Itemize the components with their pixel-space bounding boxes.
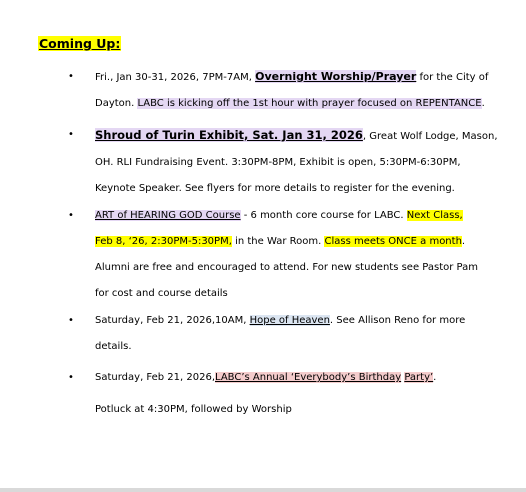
item-line bbox=[95, 122, 500, 150]
item-line bbox=[95, 308, 500, 334]
list-item-hearing-god-course bbox=[68, 203, 500, 307]
event-text: Alumni are free and encouraged to attend. For new students see Pastor Pam bbox=[95, 262, 478, 273]
event-text: , Great Wolf Lodge, Mason, bbox=[362, 131, 498, 142]
event-text: Potluck at 4:30PM, followed by Worship bbox=[95, 404, 292, 415]
event-text: - 6 month core course for LABC. bbox=[240, 210, 407, 221]
bullet-icon: • bbox=[68, 315, 74, 326]
highlighted-note: Class meets ONCE a month bbox=[324, 236, 462, 247]
section-heading: Coming Up: bbox=[39, 36, 121, 51]
list-item-hope-of-heaven bbox=[68, 308, 500, 360]
event-title: Hope of Heaven bbox=[249, 315, 330, 326]
event-text: . See Allison Reno for more bbox=[329, 315, 466, 326]
list-item-birthday-party bbox=[68, 365, 500, 423]
event-title: Party’ bbox=[404, 372, 434, 383]
event-date-text: Saturday, Feb 21, 2026, bbox=[95, 372, 216, 383]
event-text: for cost and course details bbox=[95, 288, 228, 299]
event-text: OH. RLI Fundraising Event. 3:30PM-8PM, Exhibit is open, 5:30PM-6:30PM, bbox=[95, 157, 461, 168]
item-line bbox=[95, 229, 500, 255]
item-line bbox=[95, 150, 500, 176]
item-line bbox=[95, 64, 500, 91]
bullet-icon: • bbox=[68, 210, 74, 221]
event-text: for the City of bbox=[416, 72, 489, 83]
event-text: Dayton. bbox=[95, 98, 138, 109]
highlighted-note: Feb 8, ‘26, 2:30PM-5:30PM, bbox=[95, 236, 232, 247]
event-title: Overnight Worship/Prayer bbox=[255, 70, 417, 83]
event-date-text: Saturday, Feb 21, 2026,10AM, bbox=[95, 315, 250, 326]
event-text: Keynote Speaker. See flyers for more details to register for the evening. bbox=[95, 183, 455, 194]
event-text: details. bbox=[95, 341, 132, 352]
item-line bbox=[95, 365, 500, 391]
event-text: . bbox=[461, 236, 466, 247]
list-item-shroud-exhibit bbox=[68, 122, 500, 202]
highlighted-note: LABC is kicking off the 1st hour with prayer focused on REPENTANCE bbox=[137, 98, 482, 109]
item-line bbox=[95, 203, 500, 229]
item-line bbox=[95, 281, 500, 307]
highlighted-note: Next Class, bbox=[406, 210, 463, 221]
event-title: LABC’s Annual ‘Everybody’s Birthday bbox=[215, 372, 402, 383]
list-item-overnight-worship bbox=[68, 64, 500, 117]
event-date-text: Fri., Jan 30-31, 2026, 7PM-7AM, bbox=[95, 72, 256, 83]
bullet-icon: • bbox=[68, 71, 74, 82]
bullet-icon: • bbox=[68, 129, 74, 140]
item-line bbox=[95, 397, 500, 423]
bullet-icon: • bbox=[68, 372, 74, 383]
event-text: . bbox=[481, 98, 485, 109]
item-line bbox=[95, 176, 500, 202]
item-line bbox=[95, 91, 500, 117]
event-title: ART of HEARING GOD Course bbox=[95, 210, 241, 221]
item-line bbox=[95, 255, 500, 281]
item-line bbox=[95, 334, 500, 360]
event-title: Shroud of Turin Exhibit, Sat. Jan 31, 2026 bbox=[95, 128, 363, 142]
event-text: . bbox=[433, 372, 437, 383]
event-text: in the War Room. bbox=[231, 236, 325, 247]
page-bottom-border bbox=[0, 488, 526, 492]
